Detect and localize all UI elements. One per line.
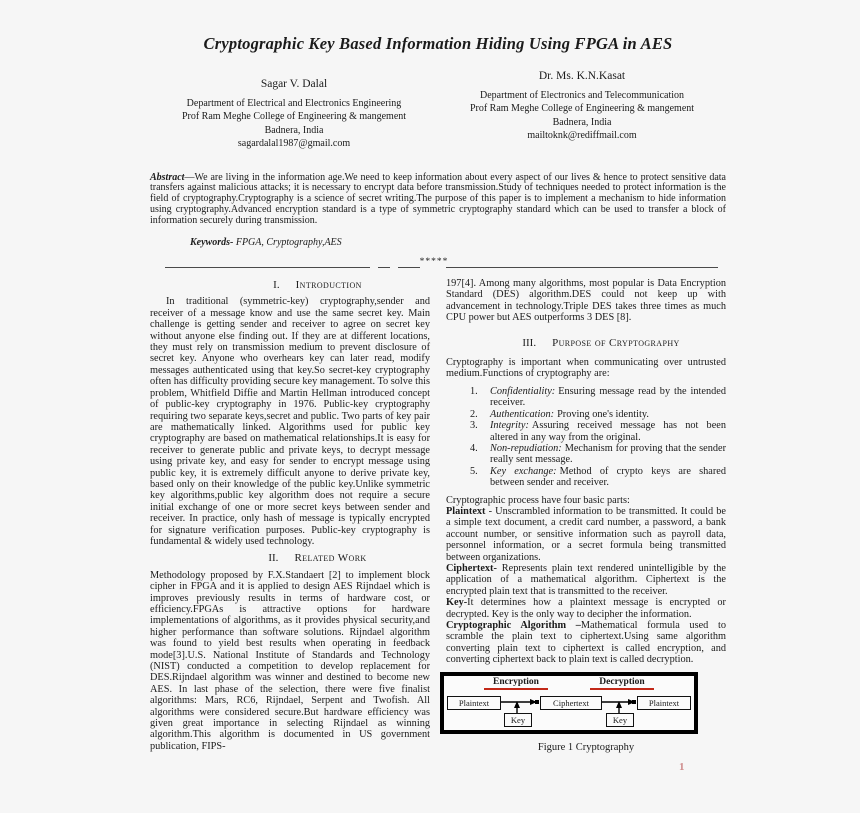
section-number: II. [268,552,279,565]
list-item [446,466,726,489]
author-left [150,70,438,151]
keywords [150,237,726,248]
list-item-number: 1. [470,385,478,397]
list-item-body [490,386,726,409]
author-department: Department of Electronics and Telecommunication [479,89,685,101]
definition-term: Key- [446,597,468,609]
list-item-body [490,443,726,466]
list-item-body [490,420,726,443]
purpose-lead-paragraph: Cryptography is important when communicating over untrusted medium.Functions of cryptography are: [446,357,726,380]
separator-line [378,267,390,268]
related-work-continuation: 197[4]. Among many algorithms, most popular is Data Encryption Standard (DES) algorithm.DES could not keep up with advancement in technology.Triple DES takes three times as much CPU power but AES outperforms 3 DES [8]. [446,278,726,324]
definition-key [446,597,726,620]
process-lead-paragraph: Cryptographic process have four basic parts: [446,494,630,506]
list-item-text: Mechanism for proving that the sender really sent message. [490,442,726,466]
definition-term: Plaintext [446,505,486,517]
author-email: mailtoknk@rediffmail.com [527,130,637,141]
list-item-text: Proving one's identity. [557,408,649,420]
section-heading-related-work [150,553,430,564]
key-box-left: Key [504,713,532,727]
list-item-number: 2. [470,408,478,420]
section-heading-purpose [446,338,726,349]
abstract-text: —We are living in the information age.We need to keep information about every aspect of our lives & hence to protect sensitive data transfers against malicious attacks; it is necessary to encrypt data before transmission.Study of techniques needed to protect information is the field of cryptography.Cryptography is a science of secret writing.The purpose of this paper is to implement a mechanism to hide information using cryptography.Advanced encryption standard is a type of symmetric cryptography standard which can be used to transfer a block of information securely during transmission. [150,171,726,227]
definition-cryptographic-algorithm [446,620,726,666]
list-item-term: Integrity: [490,420,529,432]
section-heading-introduction [150,280,430,291]
keywords-text: FPGA, Cryptography,AES [233,237,342,249]
list-item-text: Method of crypto keys are shared between sender and receiver. [490,465,726,489]
list-item-number: 4. [470,442,478,454]
encryption-label: Encryption [484,677,548,690]
list-item-number: 5. [470,465,478,477]
list-item-number: 3. [470,420,478,432]
section-title: Introduction [295,279,362,292]
page-number: 1 [679,761,685,773]
key-box-right: Key [606,713,634,727]
section-title: Related Work [294,552,367,565]
list-item-term: Authentication: [490,408,555,420]
separator-line [398,267,420,268]
figure-caption: Figure 1 Cryptography [537,741,635,753]
author-email: sagardalal1987@gmail.com [237,138,351,149]
author-department: Department of Electrical and Electronics Engineering [186,97,402,109]
paper-title: Cryptographic Key Based Information Hiding Using FPGA in AES [203,34,673,53]
section-separator [150,258,726,270]
list-item-term: Key exchange: [490,465,557,477]
definition-plaintext [446,506,726,563]
separator-line [446,267,718,268]
author-city: Badnera, India [264,124,324,136]
definition-ciphertext [446,563,726,597]
paper-content [150,0,726,753]
ciphertext-box: Ciphertext [540,696,602,710]
definition-text: It determines how a plaintext message is encrypted or decrypted. Key is the only way to decipher the information. [446,597,726,620]
keywords-label: Keywords- [190,237,234,249]
definition-term: Ciphertext- [446,562,497,574]
section-number: I. [273,279,280,292]
definition-text: - Unscrambled information to be transmitted. It could be a simple text document, a credit card number, a password, a bank account number, or sensitive information such as payroll data, personnel information, or a secret formula being transmitted between organizations. [446,505,726,563]
list-item [446,409,726,420]
list-item-term: Non-repudiation: [490,442,562,454]
author-block [150,70,726,151]
author-name: Dr. Ms. K.N.Kasat [538,70,626,82]
author-college: Prof Ram Meghe College of Engineering & mangement [181,111,407,122]
plaintext-box-left: Plaintext [447,696,501,710]
related-work-paragraph: Methodology proposed by F.X.Standaert [2] to implement block cipher in FPGA and it is applied to design AES Rijndael which is improves previously results in terms of hardware cost, or efficiency.FPGAs is attractive options for hardware implementations of algorithms, as it provides physical security,and higher performance than software solutions. Rijndael algorithm was found to yield best results when operating in feedback mode[3].U.S. National Institute of Standards and Technology (NIST) conducted a competition to develop replacement for DES.Rijndael algorithm was winner and destined to become new AES. In last phase of the selection, there were five finalist algorithms: Mars, RC6, Rijndael, Serpent and Twofish. All algorithms were considered secure.But hardware efficiency was given great importance in selecting Rijndael as winning algorithm.This algorithm is documented in US government publication, FIPS- [150,569,430,752]
separator-stars: ***** [419,257,449,268]
definition-term: Cryptographic Algorithm – [446,620,581,631]
list-item [446,420,726,443]
section-number: III. [522,336,537,349]
list-item-term: Confidentiality: [490,385,556,397]
plaintext-box-right: Plaintext [637,696,691,710]
separator-line [165,267,370,268]
list-item-text: Ensuring message read by the intended receiver. [490,385,726,409]
two-column-body [150,278,726,753]
cryptography-functions-list [446,386,726,489]
introduction-paragraph: In traditional (symmetric-key) cryptography,sender and receiver of a message know and use the same secret key. Main challenge is getting sender and receiver to agree on secret key without anyone else finding out. If they are at different locations, they must rely on transmission medium to prevent disclosure of secret key. Anyone who overhears key can later read, modify messages authenticated using that key.So secret-key cryptography often has difficulty providing secure key management. To solve this problem, Whitfield Diffie and Martin Hellman introduced concept of public-key cryptography in 1976. Public-key cryptography requiring two separate keys,secret and public. Two parts of key pair are mathematically linked. Algorithms used for public key cryptography are based on mathematical relationships.It is easy for receiver to generate public and private keys, to decrypt message using private key, and easy for sender to encrypt message using public key, it is extremely difficult anyone to derive private key, based only on their knowledge of the public key.Unlike symmetric key algorithms,public key algorithm does not require a secure initial exchange of one or more secret keys between sender and receiver. In practice, only hash of message is typically encrypted for signature verification purposes. Public-key cryptography is fundamental & widely used technology. [150,296,430,547]
list-item [446,386,726,409]
left-column [150,278,430,752]
list-item-text: Assuring received message has not been altered in any way from the original. [490,420,726,443]
author-city: Badnera, India [552,116,612,128]
decryption-label: Decryption [590,677,654,690]
list-item-body [490,409,726,420]
list-item [446,443,726,466]
abstract-label: Abstract [150,171,185,183]
author-right [438,70,726,151]
definition-text: Mathematical formula used to scramble the plain text to ciphertext.Using same algorithm converting plain text to ciphertext is called encryption, and converting ciphertext back to plain text is called decryption. [446,620,726,666]
list-item-body [490,466,726,489]
definition-text: Represents plain text rendered unintelligible by the application of a mathematical algorithm. Ciphertext is the encrypted plain text that is transmitted to the receiver. [446,562,726,597]
abstract [150,173,726,228]
right-column [446,278,726,753]
section-title: Purpose of Cryptography [552,336,680,349]
author-college: Prof Ram Meghe College of Engineering & mangement [469,103,695,114]
author-name: Sagar V. Dalal [260,78,328,90]
figure-1-cryptography-diagram [440,672,698,734]
